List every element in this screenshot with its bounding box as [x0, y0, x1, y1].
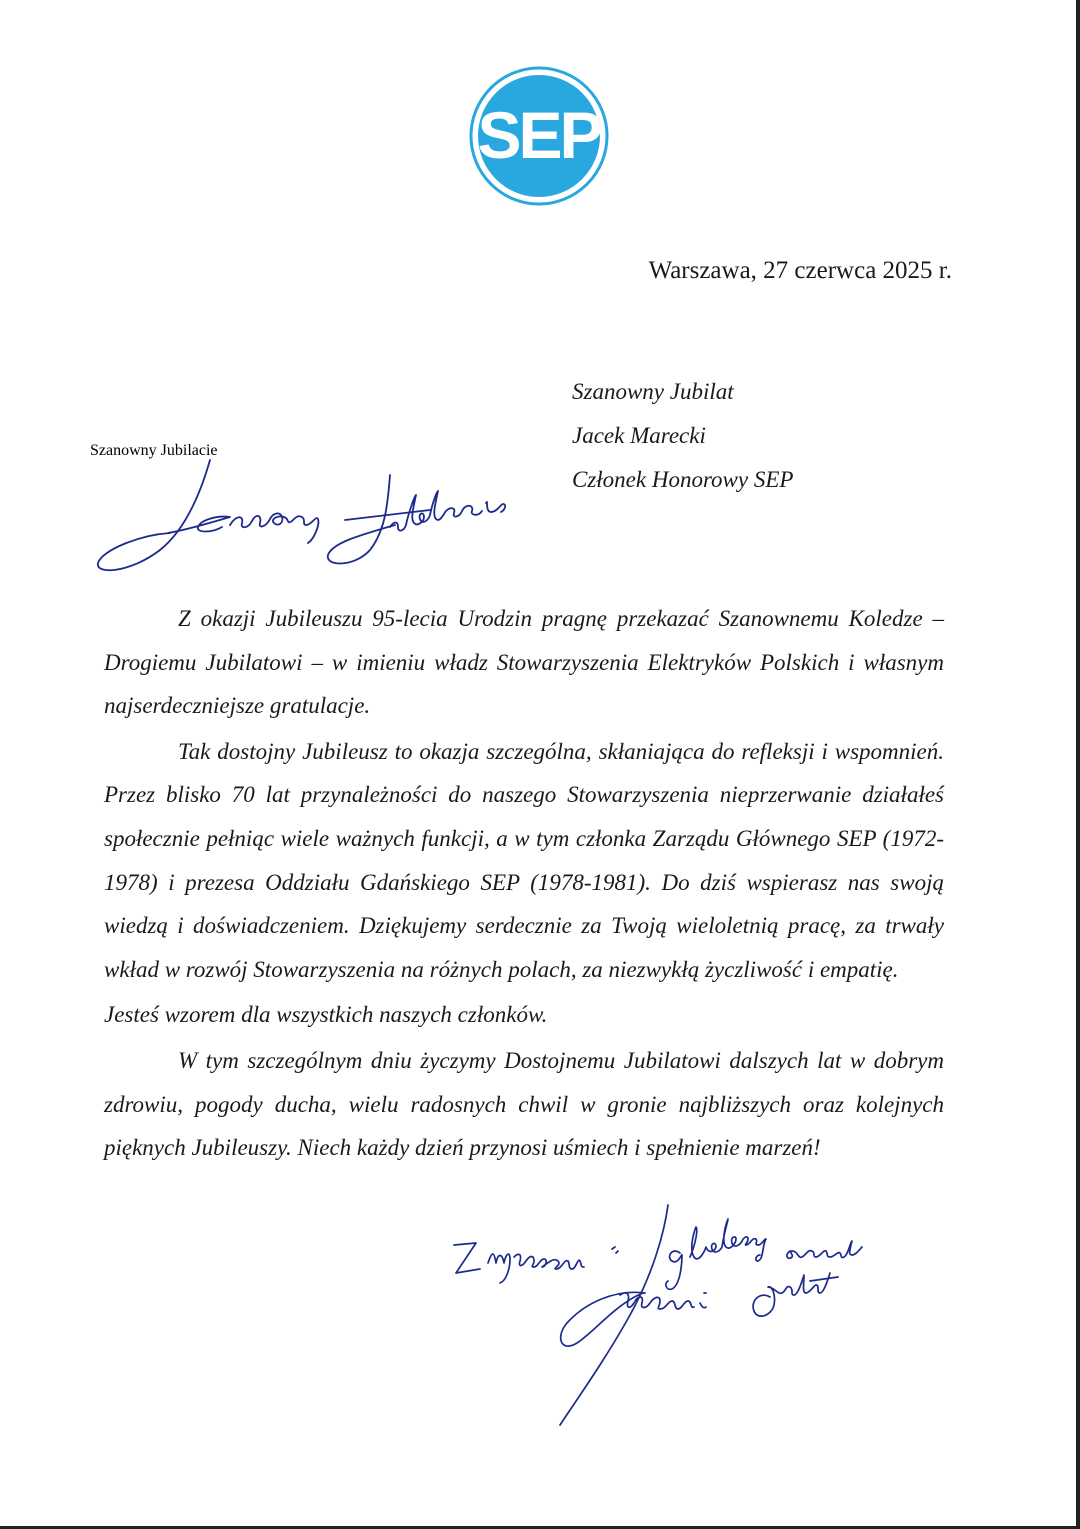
recipient-salutation: Szanowny Jubilat: [572, 379, 734, 404]
letter-date: Warszawa, 27 czerwca 2025 r.: [648, 257, 952, 284]
handwritten-closing-and-signature: [440, 1195, 980, 1435]
body-paragraph-2: Tak dostojny Jubileusz to okazja szczególna, skłaniająca do refleksji i wspomnień. Przez blisko 70 lat przynależności do naszego Stowarzyszenia nieprzerwanie działałeś społecznie pełniąc wiele ważnych funkcji, a w tym członka Zarządu Głównego SEP (1972-1978) i prezesa Oddziału Gdańskiego SEP (1978-1981). Do dziś wspierasz nas swoją wiedzą i doświadczeniem. Dziękujemy serdecznie za Twoją wieloletnią pracę, za trwały wkład w rozwój Stowarzyszenia na różnych polach, za niezwykłą życzliwość i empatię.: [104, 738, 944, 982]
handwritten-greeting: [90, 442, 520, 585]
sep-logo-text: SEP: [477, 98, 601, 172]
letter-body: [104, 597, 944, 1172]
recipient-name: Jacek Marecki: [572, 423, 706, 448]
recipient-block: [572, 370, 793, 502]
recipient-title: Członek Honorowy SEP: [572, 467, 794, 492]
body-paragraph-1: Z okazji Jubileuszu 95-lecia Urodzin pragnę przekazać Szanownemu Koledze – Drogiemu Jubilatowi – w imieniu władz Stowarzyszenia Elektryków Polskich i własnym najserdeczniejsze gratulacje.: [104, 606, 944, 719]
scan-edge-right: [1076, 0, 1080, 1529]
body-paragraph-3: Jesteś wzorem dla wszystkich naszych członków.: [104, 1002, 548, 1028]
handwritten-closing: [454, 1219, 862, 1289]
handwritten-greeting-text: Szanowny Jubilacie: [90, 442, 218, 459]
sep-logo: [469, 66, 609, 206]
body-paragraph-4: W tym szczególnym dniu życzymy Dostojnemu Jubilatowi dalszych lat w dobrym zdrowiu, pogody ducha, wielu radosnych chwil w gronie najbliższych oraz kolejnych pięknych Jubileuszy. Niech każdy dzień przynosi uśmiech i spełnienie marzeń!: [104, 1047, 944, 1161]
handwritten-signature: [560, 1205, 838, 1425]
